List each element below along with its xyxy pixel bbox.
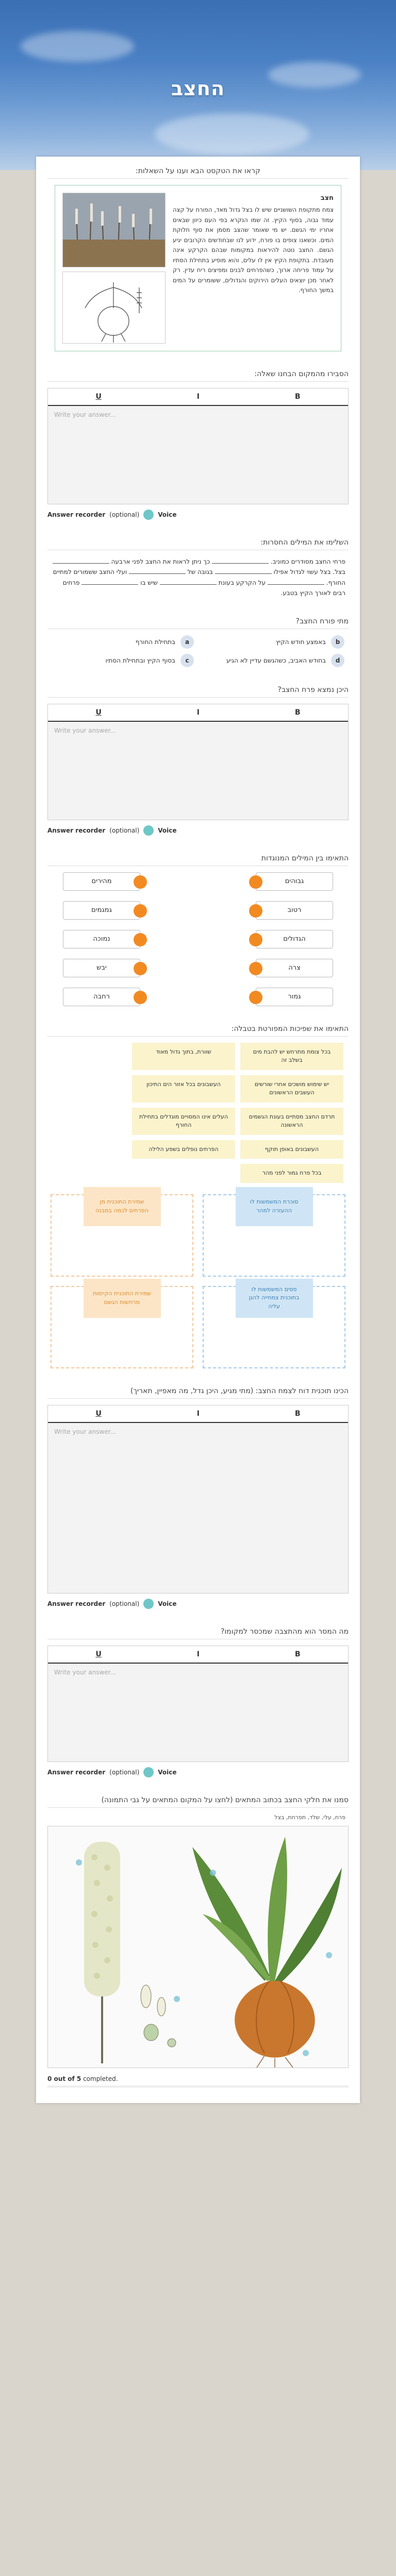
record-icon[interactable] — [143, 510, 154, 520]
q1-recorder — [47, 510, 349, 520]
q3-option-d[interactable] — [202, 654, 344, 667]
drop-target[interactable] — [51, 1286, 193, 1368]
match-item[interactable]: רחבה — [63, 988, 140, 1006]
q4-toolbar — [48, 704, 348, 722]
q4-title: היכן נמצא פרח החצב? — [47, 682, 349, 698]
q3-options — [47, 635, 349, 667]
q3-title: מתי פורח החצב? — [47, 613, 349, 629]
match-item[interactable]: נמוכה — [63, 930, 140, 948]
q7-answer-input[interactable]: Write your answer... — [54, 1428, 116, 1435]
question-5 — [47, 850, 349, 1006]
q9-title: סמנו את חלקי החצב בכתוב המתאים (לחצו על המקום המתאים על גבי התמונה) — [47, 1792, 349, 1808]
reading-heading: חצב — [320, 194, 334, 202]
q4-editor — [47, 704, 349, 820]
sort-item[interactable]: יש שימוש מושכים אחרי שורשים העשבים הראשונים — [240, 1075, 343, 1103]
bold-button[interactable]: B — [294, 1409, 301, 1418]
sort-item[interactable]: שוורת, בתוך גדול מאוד — [132, 1043, 235, 1070]
recorder-optional: (optional) — [109, 826, 140, 834]
reading-images — [62, 193, 166, 344]
sort-item[interactable]: בכל צומת מתרחש יש להבת מים בשלב זה — [240, 1043, 343, 1070]
q7-recorder — [47, 1599, 349, 1609]
option-letter: c — [180, 654, 194, 667]
q9-progress — [47, 2075, 349, 2088]
match-item[interactable]: הגדולים — [256, 930, 333, 948]
q8-recorder — [47, 1767, 349, 1777]
q2-blank[interactable] — [81, 584, 138, 585]
q3-option-a[interactable] — [52, 635, 194, 649]
voice-label[interactable]: Voice — [158, 511, 177, 518]
target-label: סוכרת המשמשות לו ההעזרה למהר — [236, 1187, 313, 1226]
match-item[interactable]: גמור — [256, 988, 333, 1006]
target-label: שמירת התוכנית הקיימות מרחשות הגשם — [84, 1279, 161, 1318]
question-4 — [47, 682, 349, 836]
photo-plants — [62, 193, 166, 267]
q7-toolbar — [48, 1405, 348, 1423]
recorder-optional: (optional) — [109, 1600, 140, 1607]
underline-button[interactable]: U — [95, 1409, 102, 1418]
q2-part: כך ניתן לראות את החצב לפני ארבעה — [111, 558, 210, 565]
drop-target[interactable] — [51, 1194, 193, 1277]
voice-label[interactable]: Voice — [158, 826, 177, 834]
target-label: פסים המשמשות לו בתוכנית צמחייה להגן עליה — [236, 1279, 313, 1318]
q5-right-column — [256, 872, 333, 1006]
question-9 — [47, 1792, 349, 2088]
sort-item[interactable]: בכל פרח גמור לפני מהר — [240, 1164, 343, 1183]
q2-part: פרחי החצב מסודרים כמוניב. — [270, 558, 345, 565]
q8-title: מה המסר הוא מהתצבה שמכסר למקומו? — [47, 1623, 349, 1639]
q5-left-column — [63, 872, 140, 1006]
plant-diagram[interactable] — [47, 1826, 349, 2068]
drawing-bulb — [62, 272, 166, 344]
q4-answer-input[interactable]: Write your answer... — [54, 726, 116, 734]
reading-text — [173, 193, 334, 344]
question-1 — [47, 366, 349, 520]
question-3 — [47, 613, 349, 667]
italic-button[interactable]: I — [196, 708, 200, 717]
q2-part: שיש בו — [140, 579, 158, 586]
option-letter: d — [331, 654, 344, 667]
option-letter: b — [331, 635, 344, 649]
q2-title: השלימו את המילים החסרות: — [47, 534, 349, 550]
q6-title: התאימו את שפיכות המפורטת בטבלה: — [47, 1021, 349, 1037]
option-text: באמצע חודש הקיץ — [275, 638, 326, 646]
record-icon[interactable] — [143, 1767, 154, 1777]
recorder-label: Answer recorder — [47, 511, 106, 518]
q1-answer-input[interactable]: Write your answer... — [54, 411, 116, 418]
underline-button[interactable]: U — [95, 708, 102, 717]
question-2 — [47, 534, 349, 599]
question-6 — [47, 1021, 349, 1368]
option-text: בסוף הקיץ ובתחילת הסתיו — [105, 656, 175, 664]
italic-button[interactable]: I — [196, 1650, 200, 1658]
bold-button[interactable]: B — [294, 708, 301, 717]
target-label: שמירת התוכנית מן הפרחים לכמה במבנה — [84, 1187, 161, 1226]
progress-bar — [47, 2086, 349, 2088]
record-icon[interactable] — [143, 1599, 154, 1609]
page-title: החצב — [171, 77, 225, 100]
q2-blank[interactable] — [268, 584, 324, 585]
q8-editor — [47, 1646, 349, 1762]
q5-title: התאימו בין המילים המנוגדות — [47, 850, 349, 866]
drop-target[interactable] — [203, 1286, 345, 1368]
question-7 — [47, 1383, 349, 1609]
q2-blank[interactable] — [160, 584, 217, 585]
match-item[interactable]: צרה — [256, 959, 333, 977]
q2-part: ועלי החצב ששמורים — [73, 568, 127, 576]
sort-item[interactable]: הפרחים נופלים בשפע הלילה — [132, 1140, 235, 1159]
voice-label[interactable]: Voice — [158, 1768, 177, 1776]
q6-items — [47, 1043, 349, 1183]
q6-targets — [47, 1194, 349, 1368]
q1-toolbar — [48, 388, 348, 406]
hero-banner — [0, 0, 396, 170]
sort-item[interactable]: העשבונים בכל אזור הים התיכון — [132, 1075, 235, 1103]
q3-option-b[interactable] — [202, 635, 344, 649]
record-icon[interactable] — [143, 825, 154, 836]
q2-fill-text — [47, 556, 349, 599]
match-item[interactable]: גמגמים — [63, 901, 140, 920]
q8-answer-input[interactable]: Write your answer... — [54, 1668, 116, 1676]
reading-body: צמח מתקופת השושניים שיש לו בצל גדול מאד, הפורח על קצה עמוד גבוה, בסוף הקיץ. זה שמו הנקרא בפי העם כיוון שבאים אחריו ימי הגשם. יש מי שאומר שהצב מסמן את סוף חלוקת המים. וכשאנו צופים בו פורח, ידוע לנו שבחודשים הקרובים יגיע הגשם. החצב נוטה להיראות במקומות שבהם הקרקע אינה מעובדת. בתקופת הקיץ אין לו עלים, והוא מופיע בתחילת הסתיו על עמוד פריחה ארוך, כשהפרחים לבנים ומפיצים ריח עדין. רק לאחר מכן יוצאים העלים הירוקים והגדולים, ששומרים על המים במשך החורף. — [173, 206, 334, 294]
q1-title: הסבירו מהמקום הבחנו שאלה: — [47, 366, 349, 382]
q7-editor — [47, 1405, 349, 1594]
italic-button[interactable]: I — [196, 1409, 200, 1418]
q7-title: הכינו תוכנית דוח לצמח החצב: (מתי מגיע, היכן גדל, מה מאפיין, תאריך) — [47, 1383, 349, 1399]
q5-matching — [47, 872, 349, 1006]
option-text: בחודש האביב, כשהגשם עדיין לא הגיע — [226, 656, 326, 664]
bold-button[interactable]: B — [294, 1650, 301, 1658]
q4-recorder — [47, 825, 349, 836]
q2-blank[interactable] — [212, 563, 269, 564]
underline-button[interactable]: U — [95, 1650, 102, 1658]
q2-part: בצל. בצל עשוי לגדול אפילו — [273, 568, 345, 576]
sort-item[interactable]: העשבונים באופן תוקף — [240, 1140, 343, 1159]
drop-target[interactable] — [203, 1194, 345, 1277]
q1-editor — [47, 388, 349, 504]
sort-item[interactable]: תרדם החצב מסתיים בעונת הגשמים הראשונה — [240, 1108, 343, 1135]
worksheet — [36, 157, 360, 2103]
reading-card — [55, 185, 341, 351]
q2-part: למתיים החורף. — [53, 568, 345, 586]
q2-blank[interactable] — [129, 573, 186, 574]
recorder-optional: (optional) — [109, 1768, 140, 1776]
recorder-label: Answer recorder — [47, 826, 106, 834]
q2-blank[interactable] — [215, 573, 272, 574]
leaves-drawing — [192, 1837, 342, 1984]
q2-part: פרחים רבים לאורך הקיץ בטבע. — [62, 579, 345, 597]
q2-blank[interactable] — [53, 563, 109, 564]
bulb-drawing — [235, 1981, 315, 2068]
match-item[interactable]: גבוהים — [256, 872, 333, 891]
q2-part: על הקרקע בעונת — [218, 579, 266, 586]
voice-label[interactable]: Voice — [158, 1600, 177, 1607]
option-letter: a — [180, 635, 194, 649]
bold-button[interactable]: B — [294, 393, 301, 401]
progress-count: 0 out of 5 — [47, 2075, 81, 2082]
sort-item[interactable]: העלים אינו המסויים מוגדלים בתחילת החורף — [132, 1108, 235, 1135]
option-text: בתחילת החורף — [135, 638, 175, 646]
q3-option-c[interactable] — [52, 654, 194, 667]
progress-suffix: completed. — [83, 2075, 118, 2082]
underline-button[interactable]: U — [95, 393, 102, 401]
q8-toolbar — [48, 1646, 348, 1664]
italic-button[interactable]: I — [196, 393, 200, 401]
recorder-label: Answer recorder — [47, 1768, 106, 1776]
flower-spike-drawing — [84, 1842, 120, 2063]
match-item[interactable]: יבש — [63, 959, 140, 977]
reading-title: קראו את הטקסט הבא וענו על השאלות: — [47, 163, 349, 179]
q2-part: בגובה של — [187, 568, 213, 576]
q9-legend: פרח, עלי, שלד, תפרחת, בצל — [274, 1814, 345, 1821]
match-item[interactable]: רטוב — [256, 901, 333, 920]
recorder-label: Answer recorder — [47, 1600, 106, 1607]
question-8 — [47, 1623, 349, 1777]
reading-section — [47, 163, 349, 351]
match-item[interactable]: מהירים — [63, 872, 140, 891]
recorder-optional: (optional) — [109, 511, 140, 518]
